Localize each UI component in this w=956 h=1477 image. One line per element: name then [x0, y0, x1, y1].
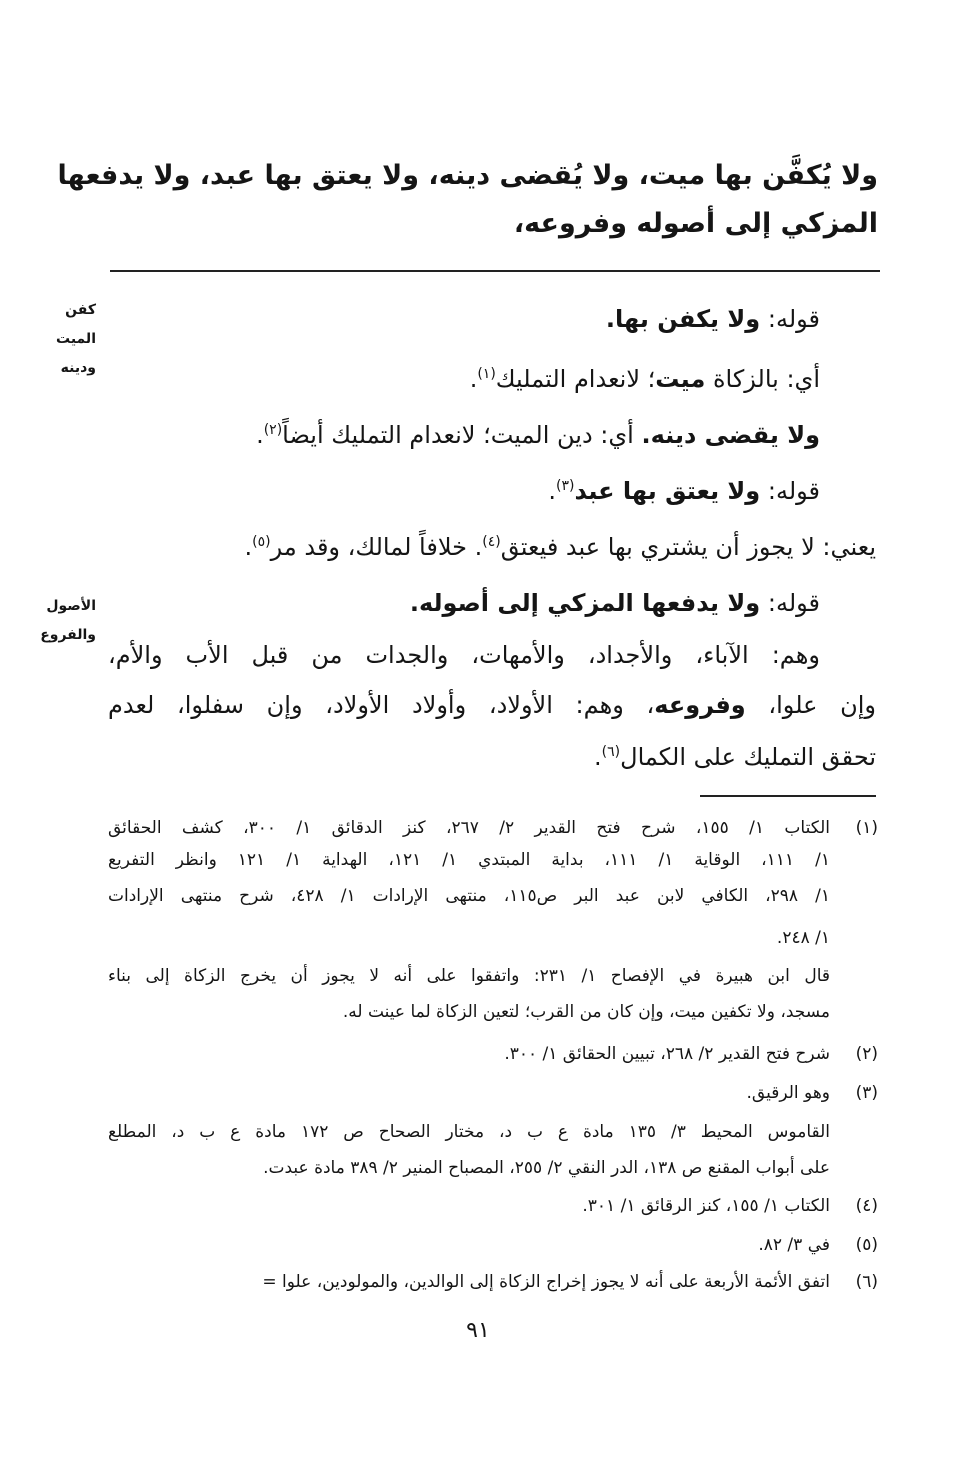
- footnote-separator-rule: [700, 795, 876, 797]
- sharh-line-9: [108, 728, 876, 786]
- footnote-1: [108, 812, 878, 844]
- sharh-quote: ولا يقضى دينه.: [641, 421, 820, 449]
- sharh-line-6: [108, 574, 820, 632]
- footnote-text: اتفق الأئمة الأربعة على أنه لا يجوز إخراج الزكاة إلى الوالدين، والمولودين، علوا =: [262, 1272, 830, 1292]
- sharh-text: أي: بالزكاة: [712, 365, 820, 393]
- page-number: ٩١: [466, 1318, 490, 1343]
- sharh-text: .: [469, 365, 478, 393]
- matn-separator-rule: [110, 270, 880, 272]
- footnote-ref-2[interactable]: (٢): [263, 422, 283, 438]
- footnote-number: (٣): [855, 1083, 878, 1103]
- sharh-quote: ميت: [655, 365, 706, 393]
- footnote-ref-6[interactable]: (٦): [601, 744, 621, 760]
- sharh-text: ؛ لانعدام التمليك: [495, 365, 656, 393]
- sharh-line-5: [108, 518, 876, 576]
- footnote-text: وهو الرقيق.: [746, 1083, 830, 1103]
- footnote-3: [108, 1077, 878, 1109]
- footnote-text: الكتاب ١/ ١٥٥، كنز الرقائق ١/ ٣٠١.: [582, 1196, 830, 1216]
- footnote-1-line-4: ١/ ٢٤٨.: [776, 928, 830, 948]
- footnote-5: [108, 1229, 878, 1261]
- sharh-line-3: [108, 406, 820, 464]
- footnote-1-line-3: ١/ ٢٩٨، الكافي لابن عبد البر ص١١٥، منتهى الإرادات ١/ ٤٢٨، شرح منتهى الإرادات: [108, 886, 830, 906]
- matn-line-1: ولا يُكفَّن بها ميت، ولا يُقضى دينه، ولا يعتق بها عبد، ولا يدفعها: [57, 160, 878, 191]
- footnote-1-line-2: ١/ ١١١، الوقاية ١/ ١١١، بداية المبتدي ١/ ١٢١، الهداية ١/ ١٢١ وانظر التفريع: [108, 850, 830, 870]
- sharh-quote: ولا يكفن بها.: [605, 305, 761, 333]
- sharh-text: أي: دين الميت؛ لانعدام التمليك أيضاً: [282, 421, 634, 449]
- sharh-text: .: [548, 477, 556, 505]
- margin-note-usul: [14, 592, 96, 650]
- footnote-ref-4[interactable]: (٤): [482, 534, 501, 550]
- sharh-text: .: [594, 743, 602, 771]
- footnote-1-line-5: قال ابن هبيرة في الإفصاح ١/ ٢٣١: واتفقوا على أنه لا يجوز أن يخرج الزكاة إلى بناء: [108, 966, 830, 986]
- footnote-text: في ٣/ ٨٢.: [758, 1235, 830, 1255]
- sharh-text: ، وهم: الأولاد، وأولاد الأولاد، وإن سفلوا، لعدم: [108, 691, 655, 719]
- footnote-number: (٢): [855, 1044, 878, 1064]
- sharh-line-1: [108, 290, 820, 348]
- footnote-4: [108, 1190, 878, 1222]
- sharh-text: .: [256, 421, 264, 449]
- footnote-number: (٤): [855, 1196, 878, 1216]
- sharh-label: قوله:: [767, 589, 820, 617]
- sharh-quote: ولا يدفعها المزكي إلى أصوله.: [409, 589, 761, 617]
- sharh-line-2: [108, 350, 820, 408]
- footnote-1-line-6: مسجد، ولا تكفين ميت، وإن كان من القرب؛ لتعين الزكاة لما عينت له.: [342, 1002, 830, 1022]
- margin-note-line: ودينه: [60, 360, 96, 376]
- margin-note-line: الميت: [56, 331, 96, 347]
- footnote-number: (٥): [855, 1235, 878, 1255]
- footnote-ref-3[interactable]: (٣): [555, 478, 575, 494]
- sharh-label: قوله:: [767, 305, 820, 333]
- sharh-text: . خلافاً لمالك، وقد مر: [270, 533, 483, 561]
- sharh-quote: ولا يعتق بها عبد: [574, 477, 761, 505]
- footnote-text: الكتاب ١/ ١٥٥، شرح فتح القدير ٢/ ٢٦٧، كنز الدقائق ١/ ٣٠٠، كشف الحقائق: [108, 818, 830, 838]
- sharh-line-7: وهم: الآباء، والأجداد، والأمهات، والجدات من قبل الأب والأم،: [108, 641, 820, 669]
- footnote-number: (٦): [855, 1272, 878, 1292]
- sharh-text: تحقق التمليك على الكمال: [620, 743, 876, 771]
- margin-note-line: والفروع: [40, 627, 96, 643]
- matn-line-2: المزكي إلى أصوله وفروعه،: [513, 208, 878, 239]
- sharh-line-8: [108, 676, 876, 734]
- sharh-line-4: [108, 462, 820, 520]
- sharh-text: .: [244, 533, 253, 561]
- sharh-text: وإن علوا،: [768, 691, 876, 719]
- footnote-number: (١): [855, 818, 878, 838]
- footnote-3-line-2: القاموس المحيط ٣/ ١٣٥ مادة ع ب د، مختار الصحاح ص ١٧٢ مادة ع ب د، المطلع: [108, 1122, 831, 1142]
- sharh-label: قوله:: [767, 477, 820, 505]
- footnote-text: شرح فتح القدير ٢/ ٢٦٨، تبيين الحقائق ١/ ٣٠٠.: [504, 1044, 830, 1064]
- footnote-2: [108, 1038, 878, 1070]
- margin-note-line: الأصول: [46, 598, 96, 614]
- footnote-3-line-3: على أبواب المقنع ص ١٣٨، الدر النقي ٢/ ٢٥٥، المصباح المنير ٢/ ٣٨٩ مادة عبدت.: [263, 1158, 830, 1178]
- sharh-text: يعني: لا يجوز أن يشتري بها عبد فيعتق: [500, 533, 876, 561]
- footnote-ref-5[interactable]: (٥): [252, 534, 271, 550]
- sharh-quote: وفروعه: [654, 691, 746, 719]
- margin-note-line: كفن: [65, 302, 96, 318]
- footnote-ref-1[interactable]: (١): [477, 366, 496, 382]
- footnote-6: [108, 1266, 878, 1298]
- margin-note-kafan: [14, 296, 96, 383]
